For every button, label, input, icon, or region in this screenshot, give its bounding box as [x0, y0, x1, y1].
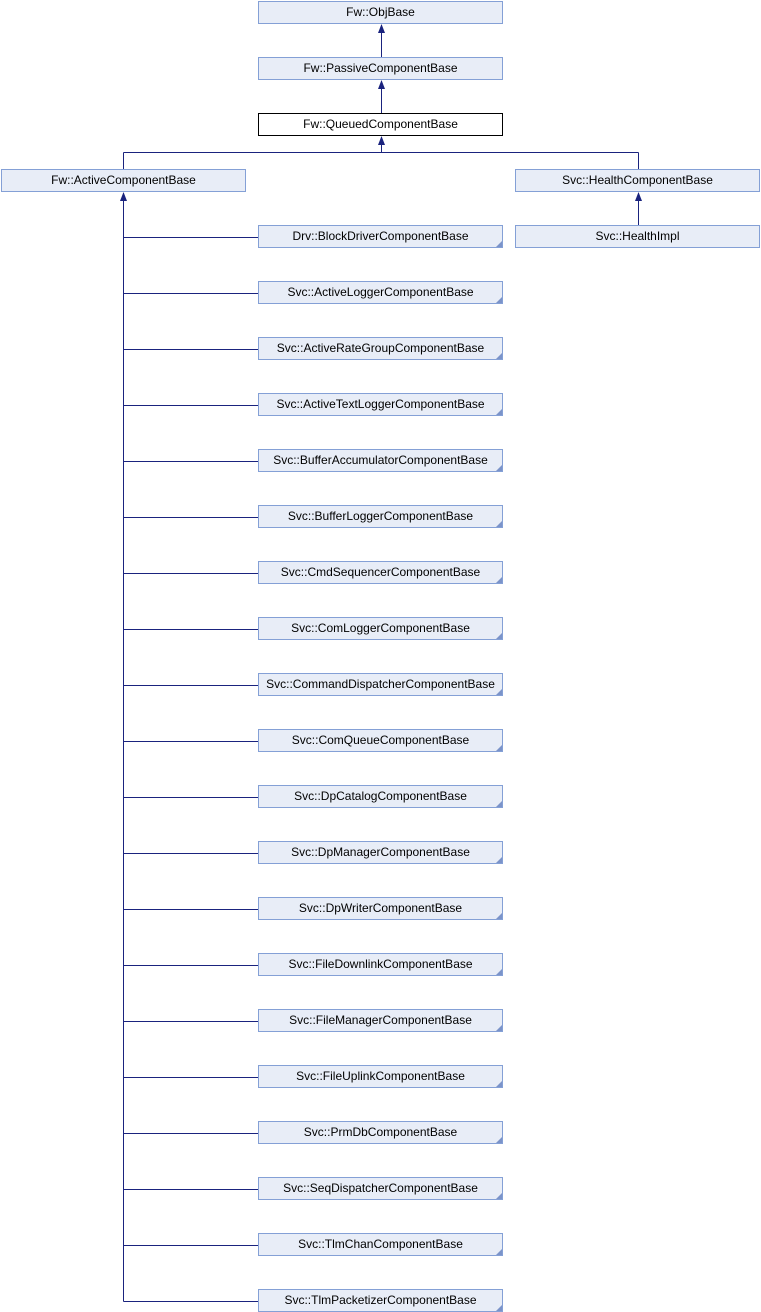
class-node-label: Svc::TlmChanComponentBase [298, 1237, 463, 1251]
class-node-queued [258, 113, 503, 136]
class-node-label: Svc::DpCatalogComponentBase [294, 789, 467, 803]
class-node-label: Svc::SeqDispatcherComponentBase [283, 1181, 478, 1195]
class-node-label: Svc::ActiveRateGroupComponentBase [276, 341, 485, 355]
class-node-label: Fw::QueuedComponentBase [303, 117, 458, 131]
class-node-objbase[interactable] [258, 1, 503, 24]
class-node-c18[interactable] [258, 1177, 503, 1200]
class-node-c8[interactable] [258, 617, 503, 640]
class-node-label: Svc::HealthComponentBase [562, 173, 713, 187]
class-node-label: Svc::ComLoggerComponentBase [291, 621, 470, 635]
class-node-c16[interactable] [258, 1065, 503, 1088]
class-node-label: Svc::ActiveTextLoggerComponentBase [276, 397, 485, 411]
truncated-corner-icon [496, 465, 502, 471]
class-node-label: Svc::TlmPacketizerComponentBase [284, 1293, 477, 1307]
class-node-c1[interactable] [258, 225, 503, 248]
class-node-label: Svc::ComQueueComponentBase [291, 733, 470, 747]
truncated-corner-icon [496, 969, 502, 975]
inheritance-arrow-icon [120, 192, 127, 201]
truncated-corner-icon [496, 1193, 502, 1199]
class-node-c3[interactable] [258, 337, 503, 360]
class-node-label: Svc::CmdSequencerComponentBase [280, 565, 481, 579]
class-node-label: Svc::ActiveLoggerComponentBase [287, 285, 474, 299]
class-node-label: Svc::PrmDbComponentBase [303, 1125, 458, 1139]
class-node-c5[interactable] [258, 449, 503, 472]
truncated-corner-icon [496, 1249, 502, 1255]
truncated-corner-icon [496, 521, 502, 527]
truncated-corner-icon [496, 689, 502, 695]
class-node-c9[interactable] [258, 673, 503, 696]
truncated-corner-icon [496, 1305, 502, 1311]
class-node-health[interactable] [515, 169, 760, 192]
truncated-corner-icon [496, 409, 502, 415]
class-node-c11[interactable] [258, 785, 503, 808]
class-node-c6[interactable] [258, 505, 503, 528]
class-node-label: Fw::ActiveComponentBase [51, 173, 196, 187]
class-node-c14[interactable] [258, 953, 503, 976]
class-node-passive[interactable] [258, 57, 503, 80]
inheritance-arrow-icon [378, 24, 385, 33]
truncated-corner-icon [496, 745, 502, 751]
class-node-c2[interactable] [258, 281, 503, 304]
class-node-label: Svc::CommandDispatcherComponentBase [266, 677, 495, 691]
class-node-healthimpl[interactable] [515, 225, 760, 248]
class-node-label: Svc::FileUplinkComponentBase [296, 1069, 465, 1083]
class-node-c7[interactable] [258, 561, 503, 584]
truncated-corner-icon [496, 1081, 502, 1087]
class-node-c19[interactable] [258, 1233, 503, 1256]
class-node-c4[interactable] [258, 393, 503, 416]
class-node-c12[interactable] [258, 841, 503, 864]
truncated-corner-icon [496, 857, 502, 863]
class-node-c15[interactable] [258, 1009, 503, 1032]
truncated-corner-icon [496, 297, 502, 303]
class-node-c10[interactable] [258, 729, 503, 752]
class-node-label: Svc::DpManagerComponentBase [291, 845, 470, 859]
class-node-c17[interactable] [258, 1121, 503, 1144]
truncated-corner-icon [496, 913, 502, 919]
class-node-label: Fw::ObjBase [346, 5, 415, 19]
inheritance-arrow-icon [635, 192, 642, 201]
truncated-corner-icon [496, 801, 502, 807]
truncated-corner-icon [496, 241, 502, 247]
inheritance-arrow-icon [378, 80, 385, 89]
truncated-corner-icon [496, 633, 502, 639]
class-node-label: Svc::DpWriterComponentBase [298, 901, 463, 915]
inheritance-arrow-icon [378, 136, 385, 145]
class-node-label: Svc::BufferAccumulatorComponentBase [273, 453, 488, 467]
class-node-label: Svc::BufferLoggerComponentBase [287, 509, 474, 523]
class-node-c20[interactable] [258, 1289, 503, 1312]
class-node-label: Svc::FileDownlinkComponentBase [288, 957, 473, 971]
truncated-corner-icon [496, 353, 502, 359]
class-node-label: Svc::FileManagerComponentBase [289, 1013, 472, 1027]
truncated-corner-icon [496, 1025, 502, 1031]
class-node-c13[interactable] [258, 897, 503, 920]
class-node-label: Fw::PassiveComponentBase [303, 61, 458, 75]
class-node-label: Svc::HealthImpl [595, 229, 680, 243]
class-node-active[interactable] [1, 169, 246, 192]
truncated-corner-icon [496, 577, 502, 583]
class-node-label: Drv::BlockDriverComponentBase [292, 229, 469, 243]
truncated-corner-icon [496, 1137, 502, 1143]
